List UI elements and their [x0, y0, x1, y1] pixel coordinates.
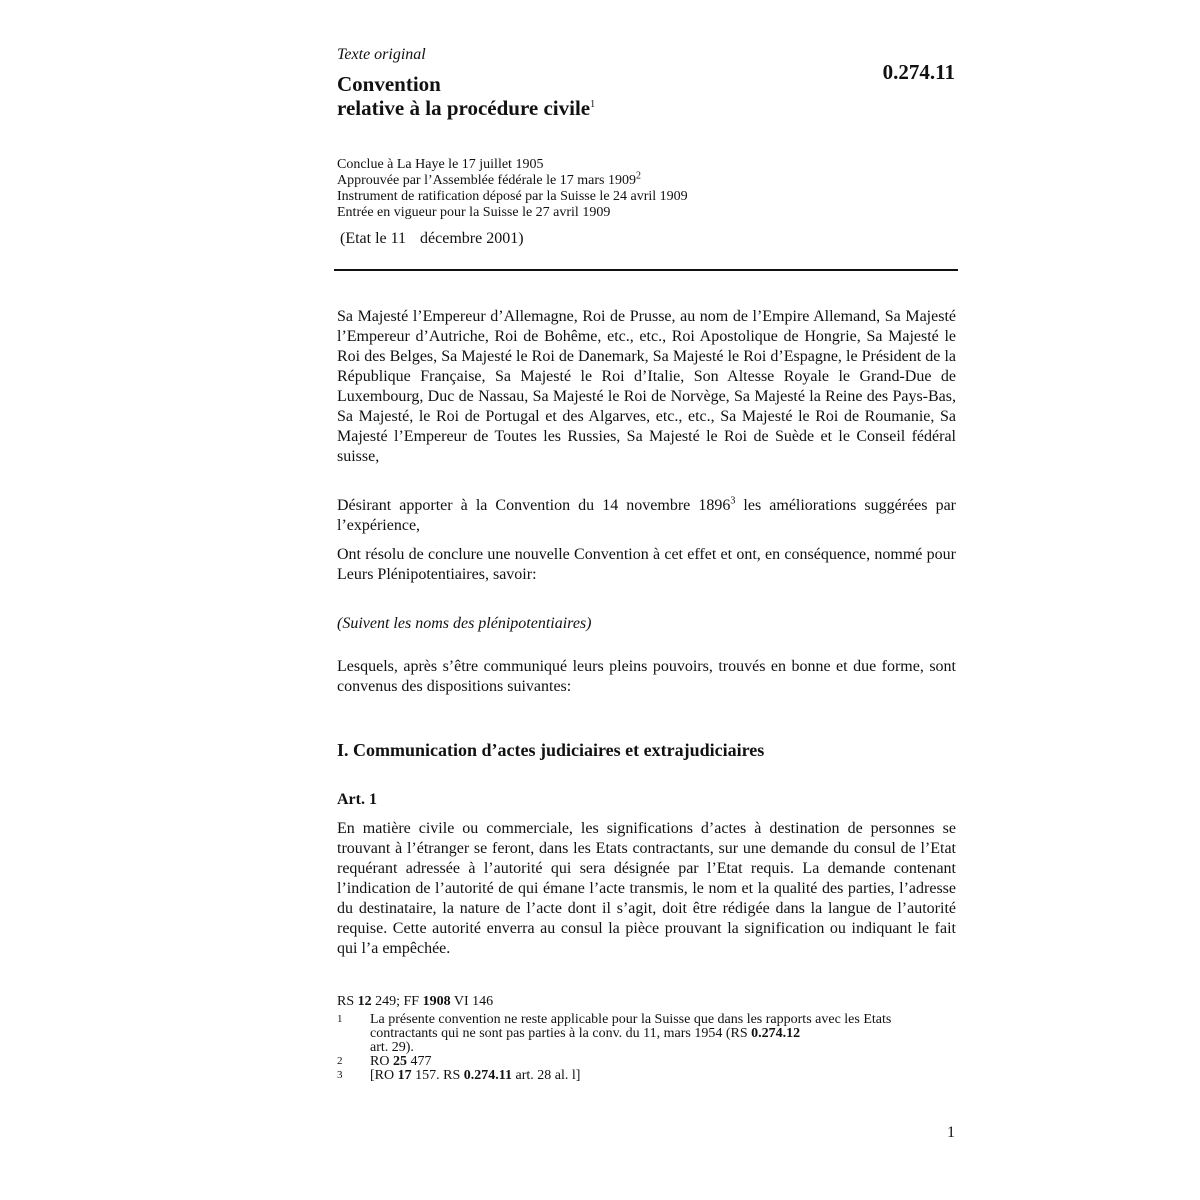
- preamble-plenipotentiaries: [337, 614, 956, 634]
- section-heading: I. Communication d’actes judiciaires et extrajudiciaires: [337, 740, 765, 760]
- footnote-2-number: 2: [337, 1055, 343, 1067]
- ratification-line: Instrument de ratification déposé par la Suisse le 24 avril 1909: [337, 189, 688, 204]
- status-date-suffix: décembre 2001): [420, 230, 524, 247]
- supertitle: Texte original: [337, 46, 426, 63]
- header-divider: [334, 269, 958, 271]
- preamble-resolved-text: Ont résolu de conclure une nouvelle Convention à cet effet et ont, en conséquence, nommé pour Leurs Plénipotentiaires, savoir:: [337, 546, 956, 583]
- desiring-before: Désirant apporter à la Convention du 14 novembre 1896: [337, 497, 731, 514]
- preamble-desiring-text: [337, 496, 956, 536]
- concluded-line: Conclue à La Haye le 17 juillet 1905: [337, 157, 544, 172]
- plenipotentiaries-text: (Suivent les noms des plénipotentiaires): [337, 615, 592, 632]
- footnote-1: [337, 1013, 956, 1055]
- document-page: [337, 40, 957, 1190]
- enactment-metadata: [337, 157, 688, 221]
- preamble-agreed: [337, 657, 956, 697]
- footnote-ref-2[interactable]: 2: [635, 170, 641, 182]
- status-date-prefix: (Etat le 11: [340, 230, 407, 247]
- title-line-2-text: relative à la procédure civile: [337, 96, 591, 120]
- approved-text: Approuvée par l’Assemblée fédérale le 17 mars 1909: [337, 173, 636, 188]
- preamble-agreed-text: Lesquels, après s’être communiqué leurs pleins pouvoirs, trouvés en bonne et due forme, sont convenus des dispositions suivantes:: [337, 658, 956, 695]
- footnote-3-text: [RO 17 157. RS 0.274.11 art. 28 al. l]: [370, 1068, 581, 1083]
- footnote-2-text: RO 25 477: [370, 1054, 432, 1069]
- footnote-3: [337, 1069, 956, 1083]
- desiring-after: les améliorations suggérées par l’expérience,: [337, 497, 957, 534]
- footnotes: [337, 995, 956, 1083]
- status-date: [340, 230, 524, 248]
- document-title: [337, 72, 595, 120]
- footnote-source: RS 12 249; FF 1908 VI 146: [337, 994, 494, 1009]
- article-heading: Art. 1: [337, 791, 377, 808]
- preamble-parties-text: Sa Majesté l’Empereur d’Allemagne, Roi de Prusse, au nom de l’Empire Allemand, Sa Majesté l’Empereur d’Autriche, Roi de Bohême, etc., etc., Roi Apostolique de Hongrie, Sa Majesté le Roi des Belges, Sa Majesté le Roi de Danemark, Sa Majesté le Roi d’Espagne, le Président de la République Française, Sa Majesté le Roi d’Italie, Son Altesse Royale le Grand-Due de Luxembourg, Duc de Nassau, Sa Majesté le Roi de Norvège, Sa Majesté la Reine des Pays-Bas, Sa Majesté, le Roi de Portugal et des Algarves, etc., etc., Sa Majesté le Roi de Roumanie, Sa Majesté l’Empereur de Toutes les Russies, Sa Majesté le Roi de Suède et le Conseil fédéral suisse,: [337, 308, 956, 465]
- footnote-ref-3[interactable]: 3: [730, 495, 736, 507]
- page-number: 1: [947, 1124, 955, 1141]
- footnote-2: [337, 1055, 956, 1069]
- footnote-1-text: La présente convention ne reste applicable pour la Suisse que dans les rapports avec les Etats contractants qui ne sont pas parties à la conv. du 11, mars 1954 (RS 0.274.12 art. 29).: [370, 1012, 892, 1055]
- entry-into-force-line: Entrée en vigueur pour la Suisse le 27 avril 1909: [337, 205, 611, 220]
- preamble-desiring: [337, 496, 956, 536]
- sr-number: 0.274.11: [882, 60, 955, 84]
- footnote-3-number: 3: [337, 1069, 343, 1081]
- article-1-body: [337, 819, 956, 959]
- title-line-1: Convention: [337, 72, 441, 96]
- title-line-2: [337, 96, 595, 120]
- footnote-ref-1[interactable]: 1: [590, 99, 596, 110]
- article-1-text: En matière civile ou commerciale, les significations d’actes à destination de personnes se trouvant à l’étranger se feront, dans les Etats contractants, sur une demande du consul de l’Etat requérant adressée à l’autorité qui sera désignée par l’Etat requis. La demande contenant l’indication de l’autorité de qui émane l’acte transmis, le nom et la qualité des parties, l’adresse du destinataire, la nature de l’acte dont il s’agit, doit être rédigée dans la langue de l’autorité requise. Cette autorité enverra au consul la pièce prouvant la signification ou indiquant le fait qui l’a empêchée.: [337, 820, 956, 957]
- preamble-parties: [337, 307, 956, 467]
- footnote-1-number: 1: [337, 1013, 343, 1025]
- preamble-resolved: [337, 545, 956, 585]
- approved-line: [337, 170, 688, 189]
